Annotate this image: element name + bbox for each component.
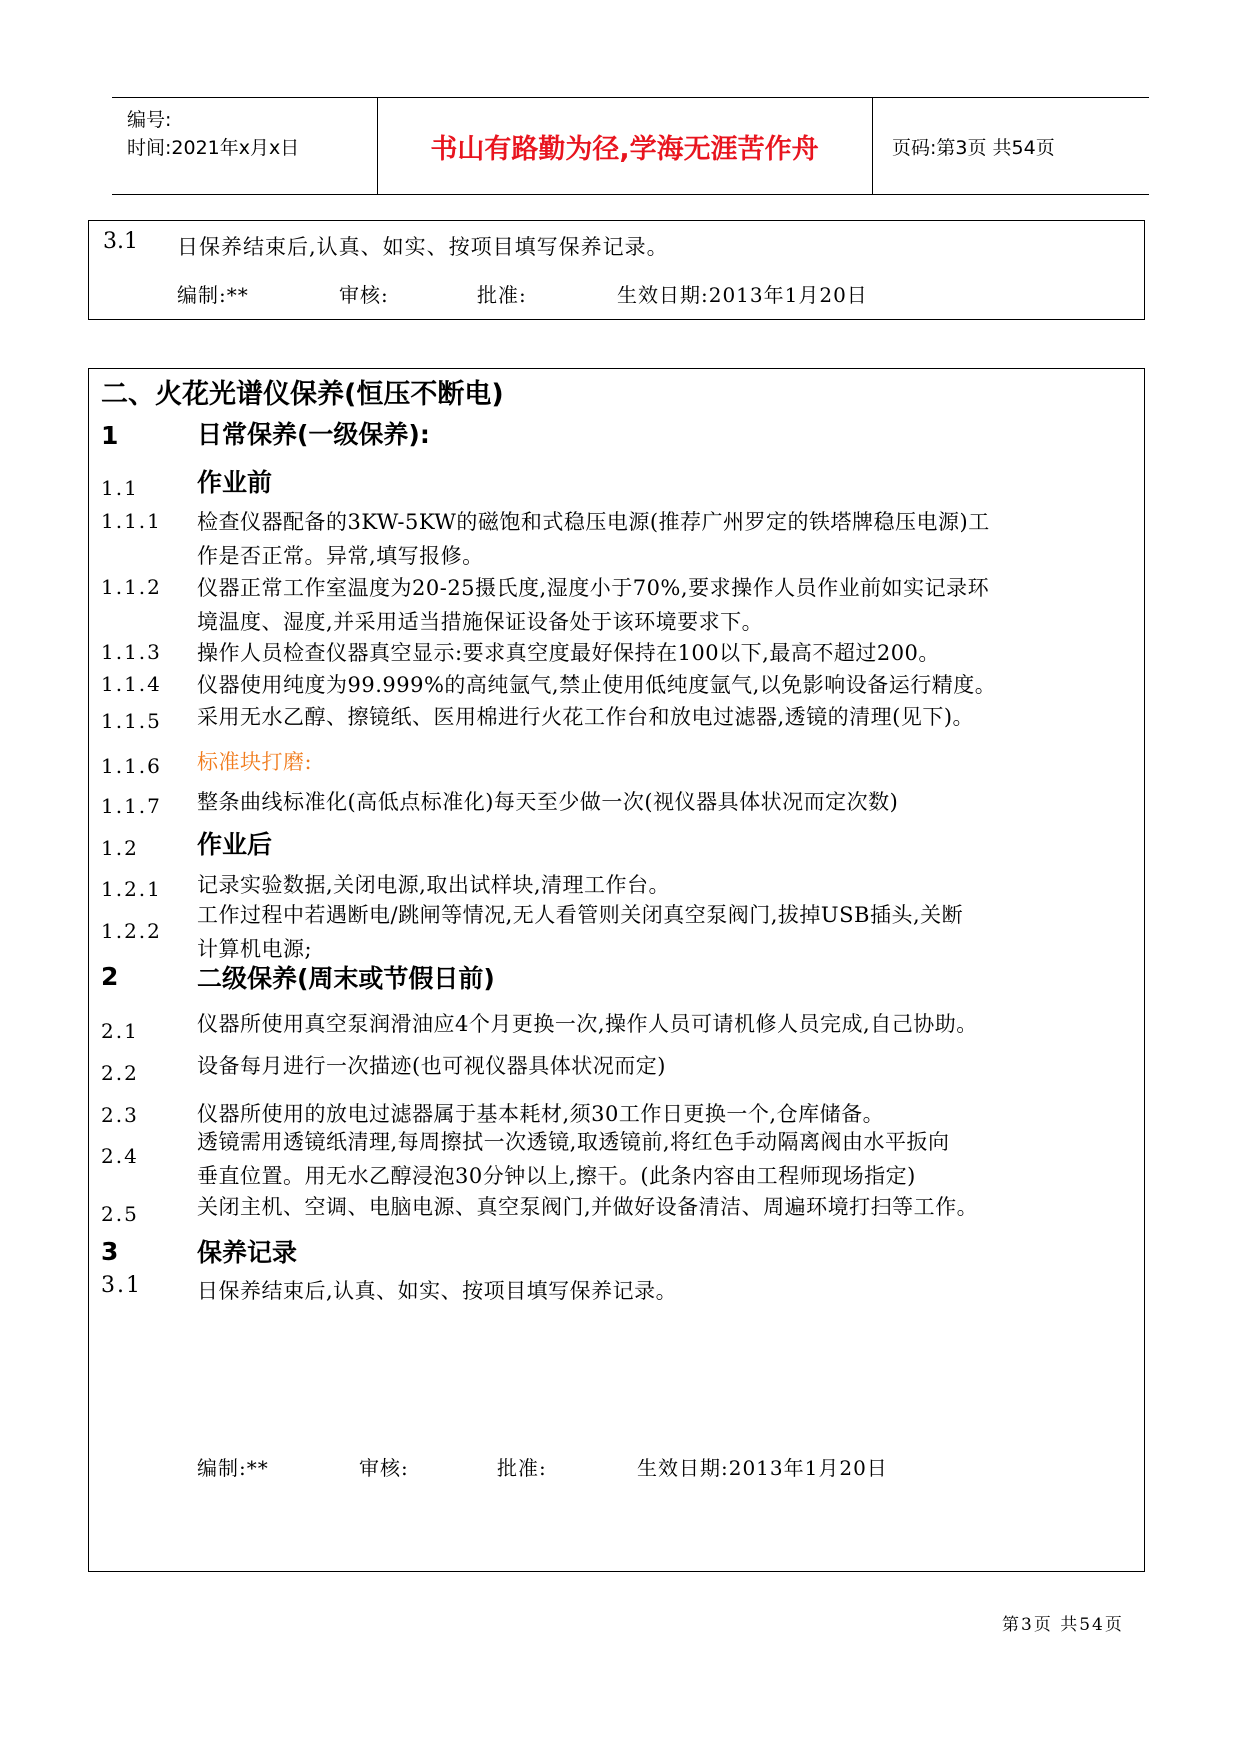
item-text-highlight: 标准块打磨: bbox=[197, 750, 313, 774]
section-heading: 保养记录 bbox=[197, 1238, 298, 1267]
header-page-code: 页码:第3页 共54页 bbox=[892, 136, 1055, 159]
item-number: 2.3 bbox=[101, 1103, 139, 1127]
item-text: 仪器所使用的放电过滤器属于基本耗材,须30工作日更换一个,仓库储备。 bbox=[197, 1102, 885, 1126]
header-motto: 书山有路勤为径,学海无涯苦作舟 bbox=[430, 133, 819, 165]
item-number: 1.1.4 bbox=[101, 672, 162, 696]
item-number: 1.1.5 bbox=[101, 709, 162, 733]
section-heading: 二级保养(周末或节假日前) bbox=[197, 964, 495, 993]
item-text: 采用无水乙醇、擦镜纸、医用棉进行火花工作台和放电过滤器,透镜的清理(见下)。 bbox=[197, 705, 975, 729]
item-text: 透镜需用透镜纸清理,每周擦拭一次透镜,取透镜前,将红色手动隔离阀由水平扳向 垂直位置。用无水乙醇浸泡30分钟以上,擦干。(此条内容由工程师现场指定) bbox=[197, 1130, 950, 1188]
item-text: 整条曲线标准化(高低点标准化)每天至少做一次(视仪器具体状况而定次数) bbox=[197, 790, 899, 814]
item-text: 日保养结束后,认真、如实、按项目填写保养记录。 bbox=[177, 235, 669, 259]
compiled-by: 编制:** bbox=[197, 1456, 269, 1480]
approved-by: 批准: bbox=[477, 283, 527, 307]
header-divider bbox=[872, 98, 873, 194]
section-title: 二、火花光谱仪保养(恒压不断电) bbox=[101, 379, 504, 410]
item-number: 1.1.7 bbox=[101, 794, 162, 818]
section-number: 2 bbox=[101, 962, 119, 991]
section-heading: 日常保养(一级保养): bbox=[197, 420, 430, 449]
item-number: 2.4 bbox=[101, 1144, 139, 1168]
item-text: 仪器正常工作室温度为20-25摄氏度,湿度小于70%,要求操作人员作业前如实记录环 境温度、湿度,并采用适当措施保证设备处于该环境要求下。 bbox=[197, 576, 990, 634]
item-number: 1.1.1 bbox=[101, 509, 162, 533]
item-number: 1.2.1 bbox=[101, 877, 162, 901]
approved-by: 批准: bbox=[497, 1456, 547, 1480]
item-text: 仪器所使用真空泵润滑油应4个月更换一次,操作人员可请机修人员完成,自己协助。 bbox=[197, 1012, 978, 1036]
item-number: 1.2.2 bbox=[101, 919, 162, 943]
item-number: 1.1.2 bbox=[101, 575, 162, 599]
item-text: 日保养结束后,认真、如实、按项目填写保养记录。 bbox=[197, 1279, 678, 1303]
item-text: 仪器使用纯度为99.999%的高纯氩气,禁止使用低纯度氩气,以免影响设备运行精度。 bbox=[197, 673, 997, 697]
header-meta bbox=[127, 106, 299, 162]
item-number: 2.1 bbox=[101, 1019, 139, 1043]
page-header bbox=[112, 97, 1149, 195]
item-number: 1.1.6 bbox=[101, 754, 162, 778]
subsection-heading: 作业后 bbox=[197, 830, 273, 859]
item-number: 2.5 bbox=[101, 1202, 139, 1226]
item-text: 检查仪器配备的3KW-5KW的磁饱和式稳压电源(推荐广州罗定的铁塔牌稳压电源)工 作是否正常。异常,填写报修。 bbox=[197, 510, 990, 568]
number-label: 编号: bbox=[127, 109, 172, 131]
section-number: 1 bbox=[101, 421, 119, 450]
page-footer: 第3页 共54页 bbox=[1002, 1615, 1124, 1635]
item-text: 工作过程中若遇断电/跳闸等情况,无人看管则关闭真空泵阀门,拔掉USB插头,关断 计算机电源; bbox=[197, 903, 964, 961]
item-text: 关闭主机、空调、电脑电源、真空泵阀门,并做好设备清洁、周遍环境打扫等工作。 bbox=[197, 1195, 979, 1219]
time-label: 时间:2021年x月x日 bbox=[127, 137, 300, 159]
subsection-number: 1.2 bbox=[101, 836, 139, 860]
compiled-by: 编制:** bbox=[177, 283, 249, 307]
subsection-number: 1.1 bbox=[101, 476, 139, 500]
item-text: 记录实验数据,关闭电源,取出试样块,清理工作台。 bbox=[197, 873, 671, 897]
item-number: 1.1.3 bbox=[101, 640, 162, 664]
subsection-heading: 作业前 bbox=[197, 468, 273, 497]
reviewed-by: 审核: bbox=[339, 283, 389, 307]
item-text: 操作人员检查仪器真空显示:要求真空度最好保持在100以下,最高不超过200。 bbox=[197, 641, 940, 665]
section-number: 3 bbox=[101, 1237, 119, 1266]
item-number: 3.1 bbox=[101, 1273, 142, 1298]
reviewed-by: 审核: bbox=[359, 1456, 409, 1480]
item-number: 2.2 bbox=[101, 1061, 139, 1085]
item-number: 3.1 bbox=[103, 229, 138, 254]
effective-date: 生效日期:2013年1月20日 bbox=[637, 1456, 888, 1480]
item-text: 设备每月进行一次描迹(也可视仪器具体状况而定) bbox=[197, 1054, 666, 1078]
maintenance-section-box bbox=[88, 368, 1145, 1572]
top-record-box bbox=[88, 220, 1145, 320]
effective-date: 生效日期:2013年1月20日 bbox=[617, 283, 868, 307]
